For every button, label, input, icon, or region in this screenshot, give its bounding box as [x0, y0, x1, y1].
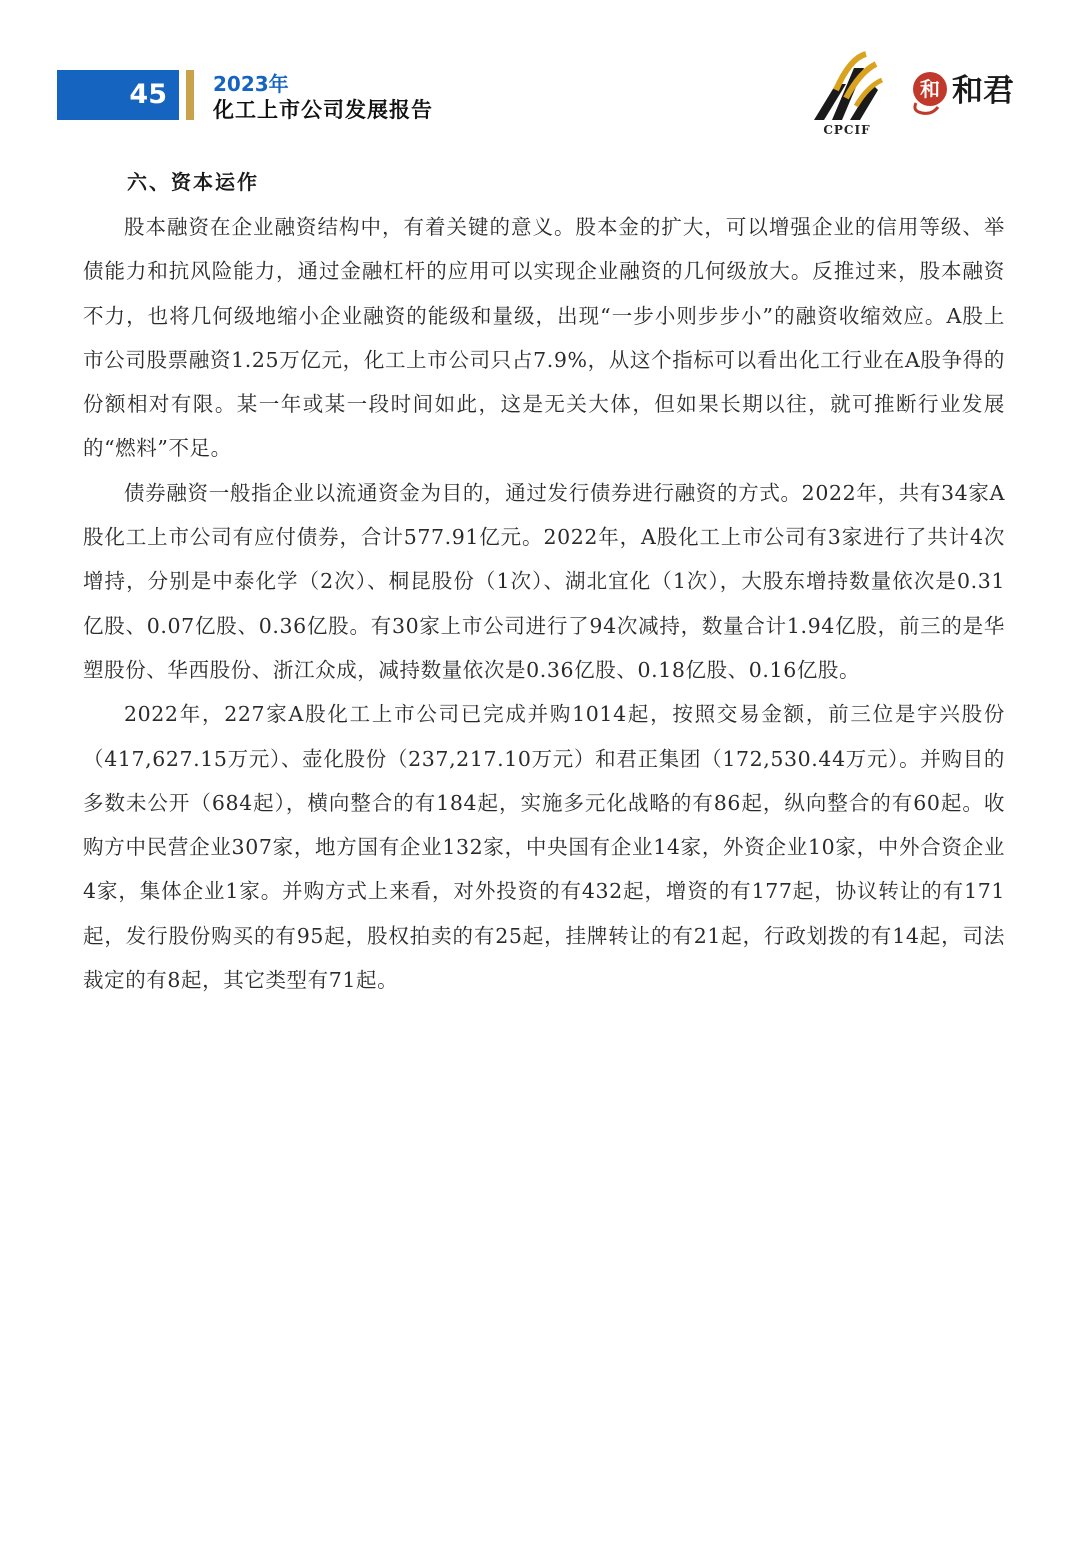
- body-content: [83, 205, 1005, 1002]
- report-title: 化工上市公司发展报告: [213, 98, 433, 122]
- header-divider: [186, 70, 194, 120]
- hejun-logo: [908, 63, 1040, 117]
- section-heading: 六、资本运作: [127, 170, 259, 194]
- page-number: 45: [57, 70, 179, 120]
- paragraph-bond-financing: 债券融资一般指企业以流通资金为目的，通过发行债券进行融资的方式。2022年，共有34家A股化工上市公司有应付债券，合计577.91亿元。2022年，A股化工上市公司有3家进行了共计4次增持，分别是中泰化学（2次）、桐昆股份（1次）、湖北宜化（1次），大股东增持数量依次是0.31亿股、0.07亿股、0.36亿股。有30家上市公司进行了94次减持，数量合计1.94亿股，前三的是华塑股份、华西股份、浙江众成，减持数量依次是0.36亿股、0.18亿股、0.16亿股。: [83, 480, 1005, 682]
- paragraph-mergers-acquisitions: 2022年，227家A股化工上市公司已完成并购1014起，按照交易金额，前三位是宇兴股份（417,627.15万元）、壶化股份（237,217.10万元）和君正集团（172,530.44万元）。并购目的多数未公开（684起），横向整合的有184起，实施多元化战略的有86起，纵向整合的有60起。收购方中民营企业307家，地方国有企业132家，中央国有企业14家，外资企业10家，中外合资企业4家，集体企业1家。并购方式上来看，对外投资的有432起，增资的有177起，协议转让的有171起，发行股份购买的有95起，股权拍卖的有25起，挂牌转让的有21起，行政划拨的有14起，司法裁定的有8起，其它类型有71起。: [83, 702, 1005, 993]
- hejun-logo-text: 和君: [952, 73, 1014, 109]
- hejun-seal-char: 和: [920, 77, 940, 101]
- paragraph-equity-financing: 股本融资在企业融资结构中，有着关键的意义。股本金的扩大，可以增强企业的信用等级、举债能力和抗风险能力，通过金融杠杆的应用可以实现企业融资的几何级放大。反推过来，股本融资不力，也将几何级地缩小企业融资的能级和量级，出现“一步小则步步小”的融资收缩效应。A股上市公司股票融资1.25万亿元，化工上市公司只占7.9%，从这个指标可以看出化工行业在A股争得的份额相对有限。某一年或某一段时间如此，这是无关大体，但如果长期以往，就可推断行业发展的“燃料”不足。: [83, 215, 1005, 461]
- cpcif-logo-text: CPCIF: [823, 123, 871, 137]
- report-year: 2023年: [213, 72, 289, 96]
